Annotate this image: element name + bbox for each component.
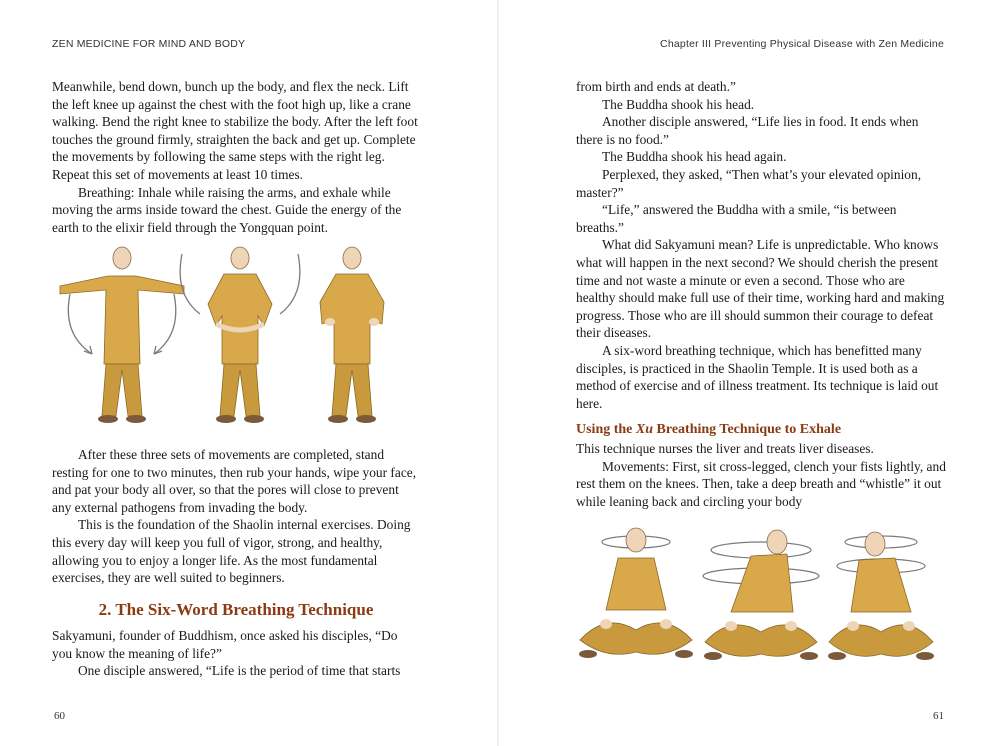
paragraph: This is the foundation of the Shaolin internal exercises. Doing this every day will keep you full of vigor, strong, and healthy, allowing you to enjoy a longer life. As the most fundamental exercises, they are well suited to beginners. (52, 517, 411, 586)
paragraph: Movements: First, sit cross-legged, clench your fists lightly, and rest them on the knees. Then, take a deep breath and “whistle” it out while leaning back and circling your body (576, 458, 946, 509)
paragraph: from birth and ends at death.” (576, 79, 736, 94)
section-title: 2. The Six-Word Breathing Technique (98, 600, 374, 619)
paragraph: A six-word breathing technique, which has benefitted many disciples, is practiced in the Shaolin Temple. It is used both as a method of exercise and of illness treatment. Its technique is laid out here. (576, 342, 939, 411)
standing-monk-figure (52, 244, 420, 430)
subhead-text: Using the (576, 422, 636, 437)
right-page (498, 0, 996, 746)
paragraph: The Buddha shook his head. (602, 96, 755, 112)
left-text-block-1 (52, 78, 420, 236)
standing-exercise-illustration (52, 244, 420, 430)
paragraph: Perplexed, they asked, “Then what’s your elevated opinion, master?” (576, 166, 922, 200)
paragraph: Sakyamuni, founder of Buddhism, once asked his disciples, “Do you know the meaning of life?” (52, 628, 398, 661)
subhead-italic: Xu (635, 422, 654, 437)
paragraph: One disciple answered, “Life is the period of time that starts (78, 663, 401, 679)
paragraph: After these three sets of movements are completed, stand resting for one to two minutes, then rub your hands, wipe your face, and pat your body all over, so that the pores will close to prevent any external pathogens from invading the body. (52, 447, 417, 515)
paragraph: What did Sakyamuni mean? Life is unpredictable. Who knows what will happen in the next second? We should cherish the present time and not waste a minute or even a second. Those who are healthy should make full use of their time, working hard and making progress. Those who are ill should summon their courage to defeat their diseases. (576, 237, 945, 341)
running-head-left: ZEN MEDICINE FOR MIND AND BODY (52, 38, 246, 50)
subhead-text: Breathing Technique to Exhale (653, 422, 842, 437)
paragraph: “Life,” answered the Buddha with a smile, “is between breaths.” (576, 202, 897, 235)
seated-exercise-illustration (576, 520, 946, 682)
paragraph: Breathing: Inhale while raising the arms, and exhale while moving the arms inside toward the chest. Guide the energy of the earth to the elixir field through the Yongquan point. (52, 184, 402, 235)
left-text-block-2 (52, 446, 420, 587)
right-text-block-1 (576, 78, 946, 412)
paragraph: Meanwhile, bend down, bunch up the body, and flex the neck. Lift the left knee up against the chest with the foot high up, like a crane walking. Bend the right knee to stabilize the body. After the left foot touches the ground firmly, straighten the back and get up. Complete the movements by following the same steps with the right leg. Repeat this set of movements at least 10 times. (52, 79, 418, 182)
paragraph: This technique nurses the liver and treats liver diseases. (576, 441, 874, 456)
running-head-right: Chapter III Preventing Physical Disease with Zen Medicine (660, 38, 944, 50)
right-text-block-2 (576, 440, 946, 510)
seated-monk-figure (576, 520, 946, 682)
page-number-left: 60 (54, 710, 65, 722)
subsection-heading (576, 422, 946, 438)
paragraph: Another disciple answered, “Life lies in food. It ends when there is no food.” (576, 114, 919, 147)
paragraph: The Buddha shook his head again. (602, 149, 787, 165)
page-number-right: 61 (933, 710, 944, 722)
left-text-block-3 (52, 627, 420, 680)
